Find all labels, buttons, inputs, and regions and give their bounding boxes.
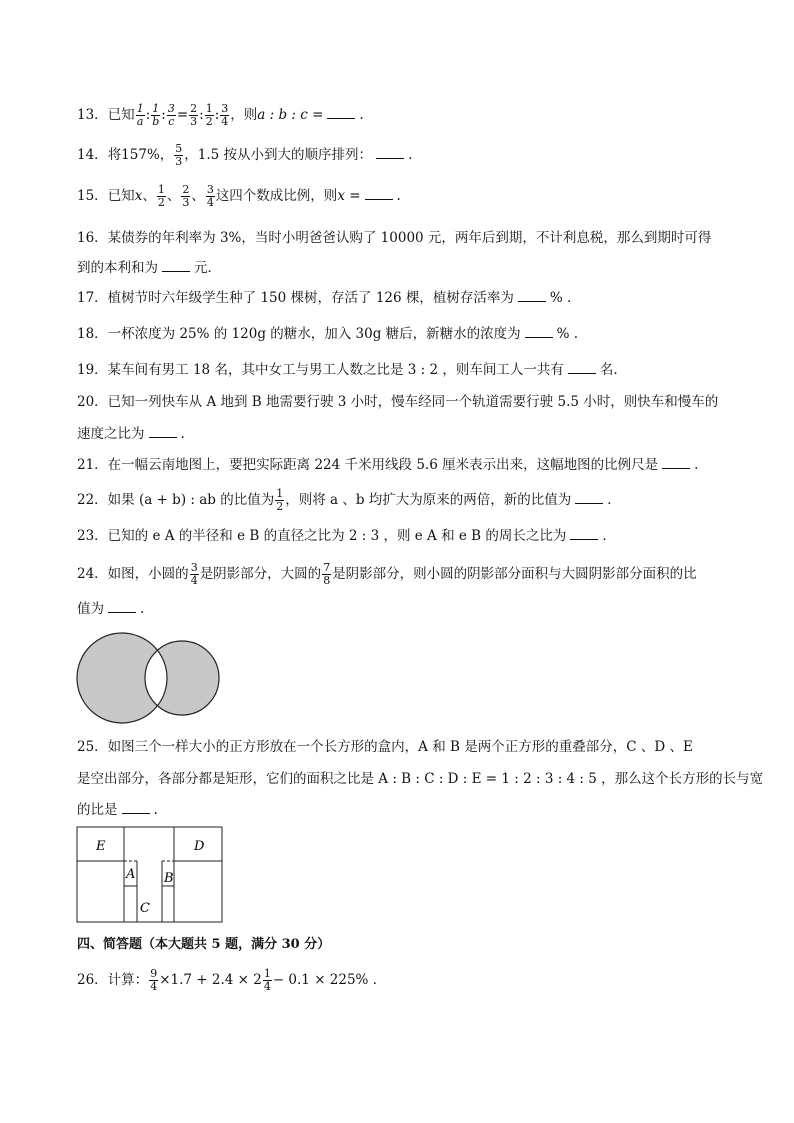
answer-blank[interactable] xyxy=(149,425,177,438)
answer-blank[interactable] xyxy=(662,456,690,469)
question-14: 14．将157%， $\frac{5}{3}$ ，1.5 按从小到大的顺序排列： . xyxy=(77,142,413,168)
answer-blank[interactable] xyxy=(376,146,404,159)
answer-blank[interactable] xyxy=(108,600,136,613)
question-26: 26．计算： $\frac{9}{4}$ ×1.7 + 2.4 × 2 $\frac{1}{4}$ − 0.1 × 225% . xyxy=(77,967,377,993)
answer-blank[interactable] xyxy=(327,106,355,119)
question-24: 24．如图，小圆的 $\frac{3}{4}$ 是阴影部分，大圆的 $\frac{7}{8}$ 是阴影部分，则小圆的阴影部分面积与大圆阴影部分面积的比 xyxy=(77,561,697,587)
fraction: $\frac{5}{3}$ xyxy=(175,142,183,168)
fraction: $\frac{7}{8}$ xyxy=(323,561,331,587)
fraction: $\frac{1}{2}$ xyxy=(276,487,284,513)
fraction: $\frac{3}{4}$ xyxy=(206,183,214,209)
answer-blank[interactable] xyxy=(568,361,596,374)
answer-blank[interactable] xyxy=(570,527,598,540)
fraction: $\frac{9}{4}$ xyxy=(150,967,158,993)
question-16: 16．某债券的年利率为 3%，当时小明爸爸认购了 10000 元，两年后到期，不计利息税，那么到期时可得 xyxy=(77,230,712,246)
question-24-line2: 值为 . xyxy=(77,601,145,617)
question-25-line3: 的比是 . xyxy=(77,802,158,818)
question-15: 15．已知x、 $\frac{1}{2}$ 、 $\frac{2}{3}$ 、 $\frac{3}{4}$ 这四个数成比例，则x = . xyxy=(77,183,401,209)
fraction: $\frac{1}{a}$ xyxy=(136,102,144,128)
fraction: $\frac{2}{3}$ xyxy=(190,102,198,128)
question-19: 19．某车间有男工 18 名，其中女工与男工人数之比是 3 : 2 ，则车间工人一共有 名. xyxy=(77,362,618,378)
rectangle-squares-figure xyxy=(76,826,224,924)
fraction: $\frac{3}{4}$ xyxy=(190,561,198,587)
answer-blank[interactable] xyxy=(162,259,190,272)
question-18: 18．一杯浓度为 25% 的 120g 的糖水，加入 30g 糖后，新糖水的浓度为 % . xyxy=(77,326,579,342)
fraction: $\frac{1}{4}$ xyxy=(263,967,271,993)
question-25: 25．如图三个一样大小的正方形放在一个长方形的盒内，A 和 B 是两个正方形的重叠部分，C 、D 、E xyxy=(77,739,693,755)
section-heading: 四、简答题（本大题共 5 题，满分 30 分） xyxy=(77,937,331,952)
question-16-line2: 到的本利和为 元． xyxy=(77,260,221,276)
label-A: A xyxy=(126,867,136,882)
question-17: 17．植树节时六年级学生种了 150 棵树，存活了 126 棵，植树存活率为 % . xyxy=(77,290,572,306)
overlapping-circles-figure xyxy=(75,628,225,728)
question-20-line2: 速度之比为 . xyxy=(77,426,185,442)
answer-blank[interactable] xyxy=(122,801,150,814)
question-13: 13．已知 $\frac{1}{a}$ : $\frac{1}{b}$ : $\frac{3}{c}$ = $\frac{2}{3}$ : $\frac{1}{2}$ : $\frac{3}{4}$ ，则a : b : c = . xyxy=(77,102,364,128)
label-E: E xyxy=(96,839,106,854)
fraction: $\frac{2}{3}$ xyxy=(182,183,190,209)
question-23: 23．已知的 e A 的半径和 e B 的直径之比为 2 : 3 ，则 e A 和 e B 的周长之比为 . xyxy=(77,528,607,544)
fraction: $\frac{3}{4}$ xyxy=(221,102,229,128)
label-C: C xyxy=(140,901,150,916)
question-20: 20．已知一列快车从 A 地到 B 地需要行驶 3 小时，慢车经同一个轨道需要行驶 5.5 小时，则快车和慢车的 xyxy=(77,394,719,410)
question-25-line2: 是空出部分，各部分都是矩形，它们的面积之比是 A : B : C : D : E = 1 : 2 : 3 : 4 : 5 ，那么这个长方形的长与宽 xyxy=(77,771,764,787)
fraction: $\frac{3}{c}$ xyxy=(167,102,175,128)
answer-blank[interactable] xyxy=(518,289,546,302)
question-22: 22．如果 (a + b) : ab 的比值为 $\frac{1}{2}$ ，则将 a 、b 均扩大为原来的两倍，新的比值为 . xyxy=(77,487,612,513)
label-D: D xyxy=(194,839,205,854)
question-21: 21．在一幅云南地图上，要把实际距离 224 千米用线段 5.6 厘米表示出来，这幅地图的比例尺是 . xyxy=(77,457,699,473)
answer-blank[interactable] xyxy=(575,491,603,504)
fraction: $\frac{1}{2}$ xyxy=(157,183,165,209)
label-B: B xyxy=(164,871,174,886)
fraction: $\frac{1}{2}$ xyxy=(205,102,213,128)
answer-blank[interactable] xyxy=(365,187,393,200)
fraction: $\frac{1}{b}$ xyxy=(152,102,160,128)
answer-blank[interactable] xyxy=(525,325,553,338)
